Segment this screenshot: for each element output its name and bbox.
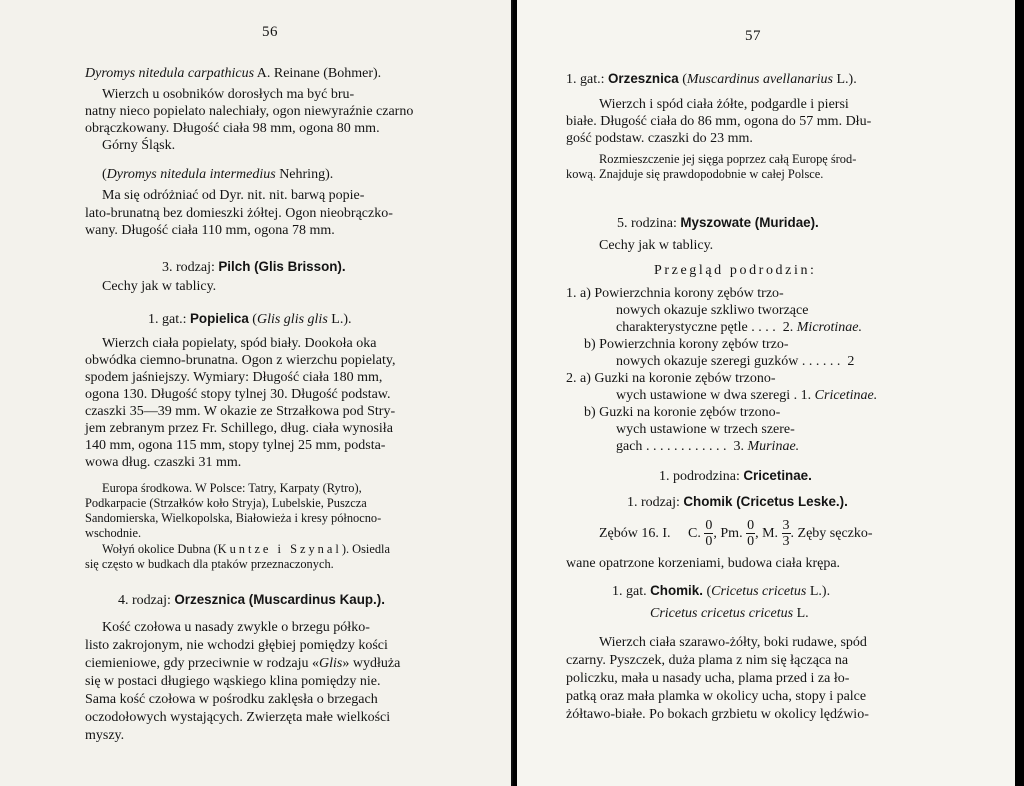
text-line: Wierzch u osobników dorosłych ma być bru- [102, 87, 355, 102]
formula-label: Zębów 16. I. [599, 526, 671, 541]
text-fragment: ). Osiedla [341, 542, 390, 556]
fraction-top: 0 [747, 518, 755, 534]
text-fragment: ciemieniowe, gdy przeciwnie w rodzaju « [85, 656, 320, 671]
heading-prefix: 1. podrodzina: [659, 469, 744, 484]
text-line: Kość czołowa u nasady zwykle o brzegu półko- [102, 620, 370, 635]
text-line: Górny Śląsk. [102, 138, 176, 153]
text-line: patką oraz mała plamka w okolicy ucha, stopy i palce [566, 689, 867, 704]
taxon-name: Murinae. [747, 439, 800, 454]
heading-prefix: 1. rodzaj: [627, 495, 684, 510]
small-text-line: kową. Znajduje się prawdopodobnie w całej Polsce. [566, 167, 824, 181]
text-line: wowa dług. czaszki 31 mm. [85, 455, 242, 470]
leader-dots: . . . . . . . . . . . . [645, 439, 727, 454]
heading-bold: Chomik (Cricetus Leske.). [683, 494, 848, 509]
taxon-name: Dyromys nitedula carpathicus [85, 66, 255, 81]
taxon-name: Cricetus cricetus [711, 584, 807, 599]
text-line: lato-brunatną bez domieszki żółtej. Ogon nieobrączko- [85, 206, 393, 221]
text-line: Sama kość czołowa w pośrodku zaklęsła o brzegach [85, 692, 378, 707]
dental-formula [599, 518, 873, 552]
species-heading-popielica [148, 311, 351, 328]
taxon-name: Cricetus cricetus cricetus [650, 606, 794, 621]
text-line: natny nieco popielato nalechiały, ogon niewyraźnie czarno [85, 104, 414, 119]
small-text-line: Podkarpacie (Strzałków koło Stryja), Lubelskie, Puszcza [85, 496, 367, 510]
species-heading-orzesznica [566, 71, 857, 88]
text-line-glis [85, 656, 400, 672]
taxon-author: L.). [832, 72, 857, 87]
genus-heading-chomik [627, 494, 848, 511]
text-fragment: Wołyń okolice Dubna ( [102, 542, 218, 556]
entry-title-intermedius [102, 167, 333, 183]
text-line: czaszki 35—39 mm. W okazie ze Strzałkowa pod Stry- [85, 404, 396, 419]
text-line: listo zakrojonym, nie wchodzi głębiej pomiędzy kości [85, 638, 388, 653]
fraction-premolar [746, 518, 755, 549]
paren: ( [248, 312, 257, 327]
heading-prefix: 1. gat. [612, 584, 651, 599]
text-fragment: » wydłuża [342, 656, 401, 671]
spaced-names: Kuntze i Szynal [217, 542, 342, 556]
text-line: obrączkowany. Długość ciała 98 mm, ogona 80 mm. [85, 121, 380, 136]
text-line: jem zebranym przez Fr. Schillego, dług. ciała wynosiła [85, 421, 393, 436]
text-line: wane opatrzone korzeniami, budowa ciała krępa. [566, 556, 841, 571]
taxon-author: L.). [327, 312, 352, 327]
heading-bold: Myszowate (Muridae). [680, 215, 819, 230]
leader-dots: . . . . [751, 320, 776, 335]
text-line: 140 mm, ogona 115 mm, stopy tylnej 25 mm, podsta- [85, 438, 386, 453]
key-line: wych ustawione w trzech szere- [616, 422, 795, 437]
text-line: Cechy jak w tablicy. [599, 238, 714, 253]
heading-bold: Cricetinae. [743, 468, 812, 483]
formula-label: , M. [755, 526, 779, 541]
family-heading-myszowate [617, 215, 819, 232]
small-text-line: Europa środkowa. W Polsce: Tatry, Karpaty (Rytro), [102, 481, 362, 495]
key-line-result [616, 354, 854, 370]
text-fragment: charakterystyczne pętle [616, 320, 748, 335]
taxon-author: Nehring). [275, 167, 334, 182]
entry-title-carpathicus [85, 66, 381, 82]
fraction-top: 0 [705, 518, 713, 534]
fraction-top: 3 [782, 518, 790, 534]
heading-bold: Pilch (Glis Brisson). [218, 259, 346, 274]
taxon-name: Glis glis glis [256, 312, 328, 327]
text-line: myszy. [85, 728, 125, 743]
text-line: gość podstaw. czaszki do 23 mm. [566, 131, 753, 146]
paren: ( [702, 584, 712, 599]
key-line: b) Guzki na koronie zębów trzono- [584, 405, 781, 420]
text-fragment: 2. [782, 320, 797, 335]
text-fragment: . Zęby sęczko- [790, 526, 873, 541]
genus-heading-pilch [162, 259, 346, 276]
fraction-bottom: 0 [747, 534, 755, 550]
small-text-line: Sandomierska, Wielkopolska, Białowieża i kresy północno- [85, 511, 382, 525]
heading-bold: Chomik. [650, 583, 703, 598]
heading-bold: Popielica [190, 311, 249, 326]
fraction-bottom: 3 [782, 534, 790, 550]
heading-prefix: 4. rodzaj: [118, 593, 175, 608]
text-line: spodem jaśniejszy. Wymiary: Długość ciała 180 mm, [85, 370, 383, 385]
heading-prefix: 1. gat.: [148, 312, 190, 327]
small-text-line-wolyn [102, 542, 390, 556]
text-line: policzku, mała u nasady ucha, plama przed i za ło- [566, 671, 850, 686]
key-line-result [616, 439, 799, 455]
leader-dots: . . . . . . [801, 354, 841, 369]
paren: ( [678, 72, 687, 87]
text-line: Cechy jak w tablicy. [102, 279, 217, 294]
text-fragment: 1. [800, 388, 815, 403]
heading-prefix: 3. rodzaj: [162, 260, 219, 275]
taxon-name: Dyromys nitedula intermedius [106, 167, 276, 182]
subfamily-heading-cricetinae [659, 468, 812, 485]
taxon-author: L. [793, 606, 809, 621]
gutter-divider [511, 0, 513, 786]
key-line: 2. a) Guzki na koronie zębów trzono- [566, 371, 776, 386]
paren: ( [102, 167, 107, 182]
text-line: Wierzch ciała popielaty, spód biały. Dookoła oka [102, 336, 377, 351]
text-line: oczodołowych wystających. Zwierzęta małe wielkości [85, 710, 391, 725]
text-fragment: gach [616, 439, 643, 454]
species-heading-chomik [612, 583, 830, 600]
heading-bold: Orzesznica [608, 71, 679, 86]
fraction-molar [782, 518, 791, 549]
taxon-author: A. Reinane (Bohmer). [254, 66, 382, 81]
heading-bold: Orzesznica (Muscardinus Kaup.). [174, 592, 385, 607]
key-line: b) Powierzchnia korony zębów trzo- [584, 337, 789, 352]
taxon-name: Microtinae. [796, 320, 862, 335]
text-fragment: wych ustawione w dwa szeregi . [616, 388, 798, 403]
small-text-line: Rozmieszczenie jej sięga poprzez całą Europę środ- [599, 152, 857, 166]
key-line: nowych okazuje szkliwo tworzące [616, 303, 809, 318]
text-line: czarny. Pyszczek, duża plama z nim się łącząca na [566, 653, 849, 668]
taxon-name: Cricetinae. [814, 388, 878, 403]
fraction-bottom: 0 [705, 534, 713, 550]
text-line: się w postaci długiego wąskiego klina pomiędzy nie. [85, 674, 381, 689]
text-line: Wierzch i spód ciała żółte, podgardle i piersi [599, 97, 849, 112]
text-fragment: 3. [733, 439, 748, 454]
text-line: białe. Długość ciała do 86 mm, ogona do 57 mm. Dłu- [566, 114, 872, 129]
text-line: ogona 130. Długość stopy tylnej 30. Długość podstaw. [85, 387, 391, 402]
key-title: Przegląd podrodzin: [654, 263, 817, 278]
text-line: Wierzch ciała szarawo-żółty, boki rudawe, spód [599, 635, 867, 650]
key-line: 1. a) Powierzchnia korony zębów trzo- [566, 286, 784, 301]
text-line: wany. Długość ciała 110 mm, ogona 78 mm. [85, 223, 335, 238]
taxon-name: Muscardinus avellanarius [686, 72, 833, 87]
heading-prefix: 1. gat.: [566, 72, 608, 87]
genus-heading-orzesznica [118, 592, 385, 609]
taxon-name: Glis [319, 656, 343, 671]
text-fragment: 2 [847, 354, 855, 369]
key-line-result [616, 388, 877, 404]
formula-label: , Pm. [713, 526, 743, 541]
text-fragment: nowych okazuje szeregi guzków [616, 354, 799, 369]
taxon-author: L.). [806, 584, 831, 599]
right-page [517, 0, 1015, 786]
text-line: żółtawo-białe. Po bokach grzbietu w okolicy lędźwio- [566, 707, 869, 722]
key-line-result [616, 320, 862, 336]
left-page [0, 0, 511, 786]
text-line: Ma się odróżniać od Dyr. nit. nit. barwą popie- [102, 188, 365, 203]
small-text-line: się często w budkach dla ptaków przeznaczonych. [85, 557, 334, 571]
page-number-left: 56 [262, 24, 278, 40]
page-number-right: 57 [745, 28, 761, 44]
subspecies-heading [650, 606, 809, 622]
heading-prefix: 5. rodzina: [617, 216, 681, 231]
text-line: obwódka ciemno-brunatna. Ogon z wierzchu popielaty, [85, 353, 396, 368]
small-text-line: wschodnie. [85, 526, 142, 540]
formula-label: C. [688, 526, 701, 541]
